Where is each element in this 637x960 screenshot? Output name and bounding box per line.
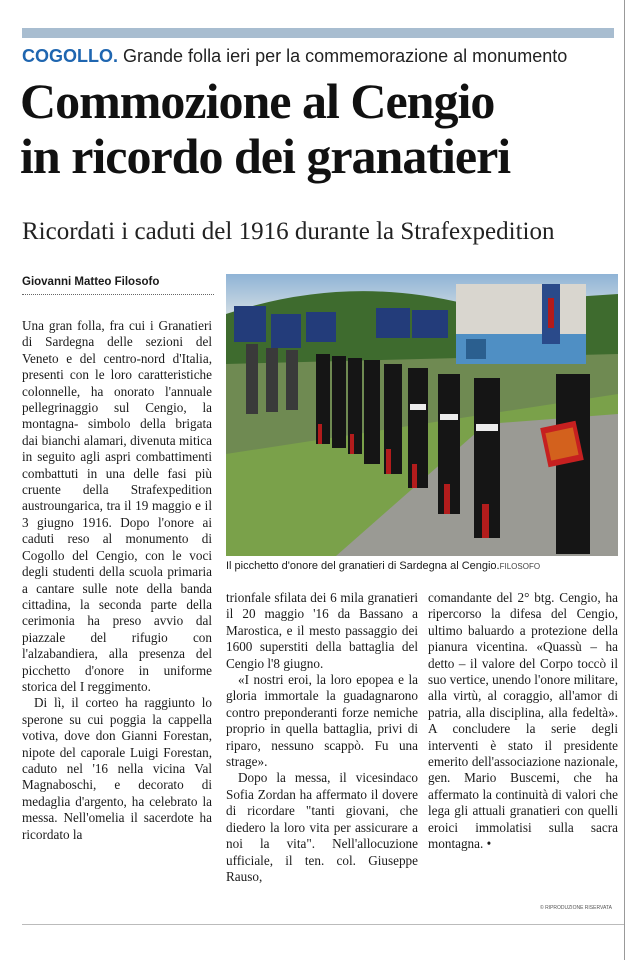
photo-credit: FILOSOFO bbox=[499, 562, 541, 571]
kicker-location: COGOLLO. bbox=[22, 46, 118, 66]
headline-line-1: Commozione al Cengio bbox=[20, 73, 495, 129]
photo-caption-text: Il picchetto d'onore del granatieri di Sardegna al Cengio. bbox=[226, 560, 500, 572]
column-3-paragraph-1: comandante del 2° btg. Cengio, ha ripercorso la difesa del Cengio, ultimo baluardo a protezione della pianura vicentina. «Quassù – ha detto – il valore del Corpo toccò il suo vertice, unendo l'onore militare, alla virtù, al coraggio, all'amor di patria, alla disciplina, alla fedeltà». A concludere la serie degli interventi è stato il presidente emerito dell'associazione nazionale, gen. Mario Buscemi, che ha affermato la continuità di valori che lega gli attuali granatieri con quelli eroici immolatisi sulla sacra montagna. • bbox=[428, 590, 618, 852]
kicker bbox=[22, 46, 622, 67]
subheadline: Ricordati i caduti del 1916 durante la Strafexpedition bbox=[22, 218, 555, 245]
byline: Giovanni Matteo Filosofo bbox=[22, 276, 214, 295]
column-2-paragraph-3: Dopo la messa, il vicesindaco Sofia Zordan ha affermato il dovere di ricordare "tanti giovani, che diedero la loro vita per assicurare a noi la vita". Nell'allocuzione ufficiale, il ten. col. Giuseppe Rauso, bbox=[226, 770, 418, 884]
article-photo bbox=[226, 274, 618, 556]
kicker-text: Grande folla ieri per la commemorazione al monumento bbox=[123, 46, 568, 66]
column-2-paragraph-2: «I nostri eroi, la loro epopea e la gloria immortale la guadagnarono contro preponderanti forze nemiche proprio in quella battaglia, privi di riparo, nessuno scappò. Fu una strage». bbox=[226, 672, 418, 770]
column-1-paragraph-1: Una gran folla, fra cui i Granatieri di Sardegna delle sezioni del Veneto e del centro-nord d'Italia, presenti con le loro caratteristiche colonnelle, ha onorato l'annuale pellegrinaggio sul Cengio, la montagna- simbolo della brigata dai bianchi alamari, divenuta mitica in seguito agli aspri combattimenti combattuti in una delle fasi più cruente della Strafexpedition austroungarica, tra il 19 maggio e il 3 giugno 1916. Dopo l'onore ai caduti reso al monumento di Cogollo del Cengio, con le voci degli studenti della scuola primaria a cantare sulle note della banda cittadina, la seconda parte della cerimonia ha preso avvio dal piazzale del rifugio con l'alzabandiera, alla presenza del picchetto d'onore in uniforme storica del I reggimento. bbox=[22, 318, 212, 694]
column-3 bbox=[428, 590, 618, 853]
column-1 bbox=[22, 318, 212, 843]
headline-line-2: in ricordo dei granatieri bbox=[20, 128, 511, 184]
photo-caption bbox=[226, 560, 618, 572]
bottom-rule bbox=[22, 924, 624, 925]
column-1-paragraph-2: Di lì, il corteo ha raggiunto lo sperone su cui poggia la cappella votiva, dove don Gianni Forestan, nipote del caporale Luigi Forestan, caduto nel '16 nella vicina Val Magnaboschi, e decorato di medaglia d'argento, ha celebrato la messa. Nell'omelia il sacerdote ha ricordato la bbox=[22, 695, 212, 842]
section-color-bar bbox=[22, 28, 614, 38]
column-2-paragraph-1: trionfale sfilata dei 6 mila granatieri il 20 maggio '16 da Bassano a Marostica, e il mesto passaggio dei 1600 superstiti della battaglia del Cengio l'8 giugno. bbox=[226, 590, 418, 671]
adjacent-page-edge bbox=[624, 0, 637, 960]
column-2 bbox=[226, 590, 418, 885]
reproduction-notice: © RIPRODUZIONE RISERVATA bbox=[540, 905, 612, 911]
headline bbox=[20, 74, 624, 184]
